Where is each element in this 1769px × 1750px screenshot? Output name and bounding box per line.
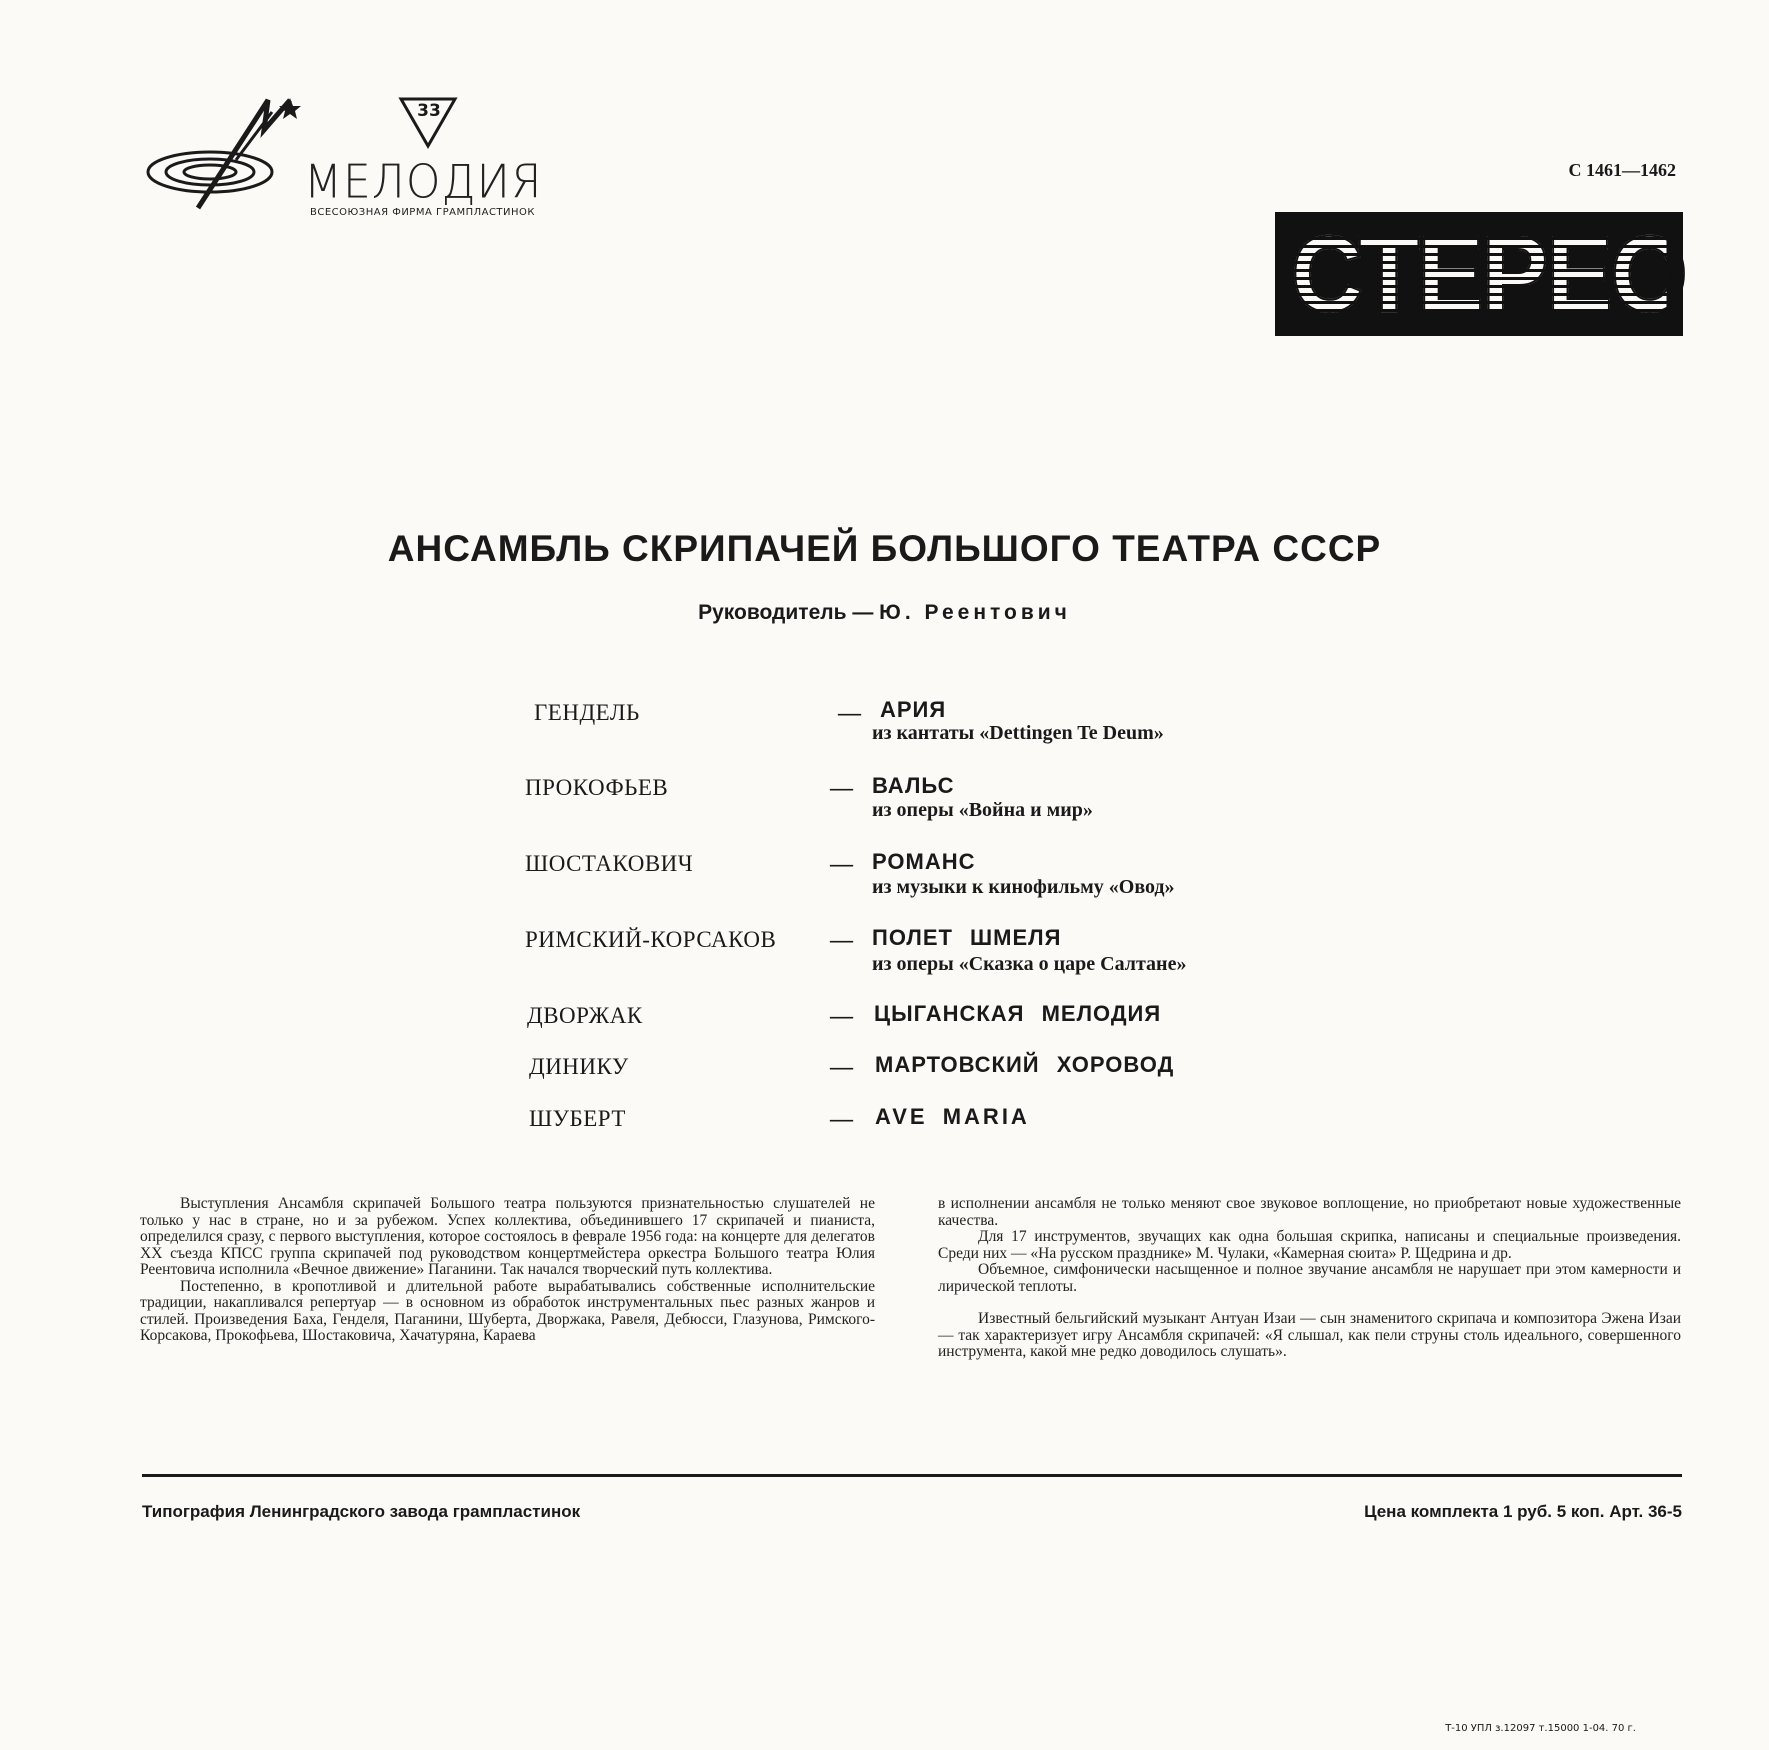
liner-notes-left <box>140 1196 875 1345</box>
track-subtitle: из музыки к кинофильму «Овод» <box>872 876 1175 898</box>
track-composer: ПРОКОФЬЕВ <box>525 775 669 800</box>
track-title: АРИЯ <box>880 697 947 722</box>
track-composer: ДВОРЖАК <box>527 1003 643 1028</box>
track-title: ЦЫГАНСКАЯ МЕЛОДИЯ <box>874 1001 1162 1026</box>
track-title: ВАЛЬС <box>872 773 955 798</box>
printer-credit: Типография Ленинградского завода грампластинок <box>142 1502 581 1521</box>
track-dash: — <box>838 700 861 725</box>
track-title: AVE MARIA <box>875 1104 1030 1129</box>
track-composer: ДИНИКУ <box>529 1054 629 1079</box>
melodiya-logo-icon <box>140 90 310 220</box>
notes-paragraph: Постепенно, в кропотливой и длительной работе вырабатывались собственные исполнительские традиции, накапливался репертуар — в основном из обработок инструментальных пьес разных жанров и стилей. Произведения Баха, Генделя, Паганини, Шуберта, Дворжака, Равеля, Дебюсси, Глазунова, Римского-Корсакова, Прокофьева, Шостаковича, Хачатуряна, Караева <box>140 1277 875 1344</box>
notes-paragraph: в исполнении ансамбля не только меняют свое звуковое воплощение, но приобретают новые художественные качества. <box>938 1195 1681 1229</box>
track-subtitle: из кантаты «Dettingen Te Deum» <box>872 722 1164 744</box>
album-title: АНСАМБЛЬ СКРИПАЧЕЙ БОЛЬШОГО ТЕАТРА СССР <box>387 528 1382 569</box>
notes-paragraph: Для 17 инструментов, звучащих как одна большая скрипка, написаны и специальные произведения. Среди них — «На русском празднике» М. Чулаки, «Камерная сюита» Р. Щедрина и др. <box>938 1228 1681 1262</box>
track-subtitle: из оперы «Война и мир» <box>872 799 1093 821</box>
print-code: Т-10 УПЛ з.12097 т.15000 1-04. 70 г. <box>1445 1723 1636 1734</box>
brand-name: МЕЛОДИЯ <box>304 155 543 210</box>
notes-paragraph: Объемное, симфонически насыщенное и полное звучание ансамбля не нарушает при этом камерности и лирической теплоты. <box>938 1261 1681 1295</box>
track-composer: ШУБЕРТ <box>529 1106 626 1131</box>
track-dash: — <box>830 1054 853 1079</box>
track-title: РОМАНС <box>872 849 976 874</box>
track-title: ПОЛЕТ ШМЕЛЯ <box>872 925 1062 950</box>
track-dash: — <box>830 1106 853 1131</box>
notes-paragraph: Выступления Ансамбля скрипачей Большого театра пользуются признательностью слушателей не только у нас в стране, но и за рубежом. Успех коллектива, объединившего 17 скрипачей и пианиста, определился сразу, с первого выступления, которое состоялось в феврале 1956 года: на концерте для делегатов XX съезда КПСС группа скрипачей под руководством концертмейстера оркестра Большого театра Юлия Реентовича исполнила «Вечное движение» Паганини. Так начался творческий путь коллектива. <box>140 1195 875 1278</box>
track-dash: — <box>830 775 853 800</box>
stereo-badge <box>1275 212 1687 336</box>
track-dash: — <box>830 1003 853 1028</box>
director-label: Руководитель — <box>698 601 880 624</box>
track-title: МАРТОВСКИЙ ХОРОВОД <box>875 1052 1175 1077</box>
track-composer: РИМСКИЙ-КОРСАКОВ <box>525 927 777 952</box>
footer-divider <box>142 1474 1682 1477</box>
catalog-number: С 1461—1462 <box>1568 160 1676 180</box>
director-name: Ю. Реентович <box>879 601 1071 624</box>
stereo-label: СТЕРЕО <box>1291 213 1687 334</box>
track-subtitle: из оперы «Сказка о царе Салтане» <box>872 953 1187 975</box>
track-dash: — <box>830 851 853 876</box>
track-composer: ШОСТАКОВИЧ <box>525 851 694 876</box>
liner-notes-right <box>938 1196 1681 1361</box>
track-dash: — <box>830 927 853 952</box>
price-info: Цена комплекта 1 руб. 5 коп. Арт. 36-5 <box>1364 1502 1682 1521</box>
notes-paragraph: Известный бельгийский музыкант Антуан Изаи — сын знаменитого скрипача и композитора Эжена Изаи — так характеризует игру Ансамбля скрипачей: «Я слышал, как пели струны столь идеального, совершенного инструмента, какой мне редко доводилось слушать». <box>938 1310 1681 1360</box>
track-composer: ГЕНДЕЛЬ <box>534 700 640 725</box>
brand-subtitle: ВСЕСОЮЗНАЯ ФИРМА ГРАМПЛАСТИНОК <box>310 207 536 218</box>
speed-rpm: 33 <box>417 101 441 121</box>
director-line <box>0 601 1769 625</box>
